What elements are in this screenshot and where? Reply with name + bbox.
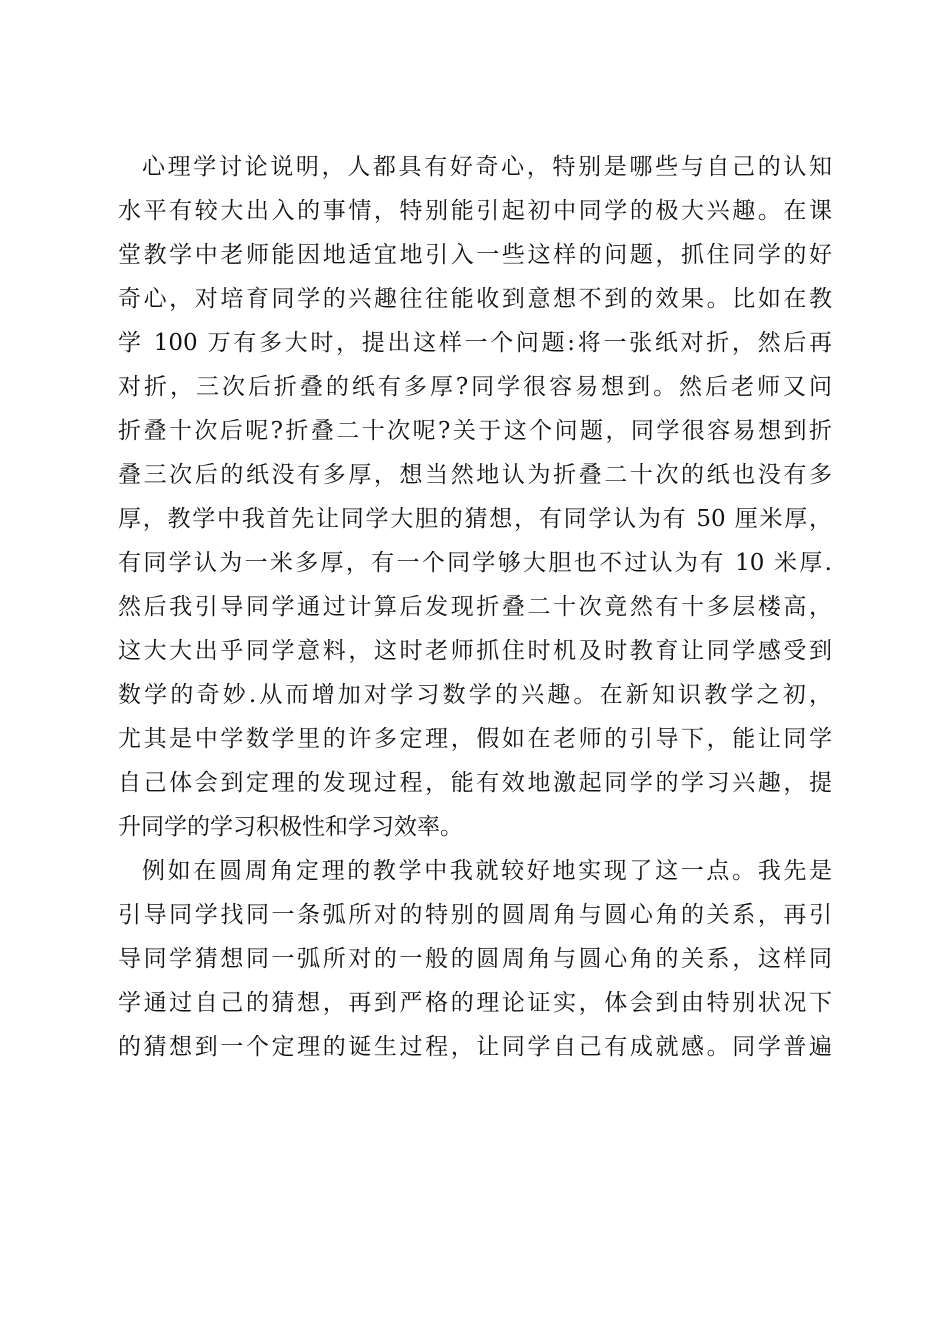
paragraph-1-line-2: 水平有较大出入的事情，特别能引起初中同学的极大兴趣。在课 [118,198,832,224]
paragraph-2-line-4: 学通过自己的猜想，再到严格的理论证实，体会到由特别状况下 [118,990,832,1016]
paragraph-1-line-7: 折叠十次后呢?折叠二十次呢?关于这个问题，同学很容易想到折 [118,418,832,444]
paragraph-2-line-2: 引导同学找同一条弧所对的特别的圆周角与圆心角的关系，再引 [118,902,832,928]
paragraph-2-line-3: 导同学猜想同一弧所对的一般的圆周角与圆心角的关系，这样同 [118,946,832,972]
paragraph-1-line-16: 升同学的学习积极性和学习效率。 [118,814,463,840]
paragraph-1-line-5: 学 100 万有多大时，提出这样一个问题:将一张纸对折，然后再 [118,330,832,356]
paragraph-1-line-1: 心理学讨论说明，人都具有好奇心，特别是哪些与自己的认知 [142,154,832,180]
paragraph-1-line-11: 然后我引导同学通过计算后发现折叠二十次竟然有十多层楼高， [118,594,832,620]
paragraph-1-line-13: 数学的奇妙.从而增加对学习数学的兴趣。在新知识教学之初， [118,682,832,708]
paragraph-1-line-4: 奇心，对培育同学的兴趣往往能收到意想不到的效果。比如在教 [118,286,832,312]
paragraph-2-line-1: 例如在圆周角定理的教学中我就较好地实现了这一点。我先是 [142,858,832,884]
paragraph-1-line-3: 堂教学中老师能因地适宜地引入一些这样的问题，抓住同学的好 [118,242,832,268]
paragraph-1-line-15: 自己体会到定理的发现过程，能有效地激起同学的学习兴趣，提 [118,770,832,796]
paragraph-1-line-6: 对折，三次后折叠的纸有多厚?同学很容易想到。然后老师又问 [118,374,832,400]
paragraph-1-line-10: 有同学认为一米多厚，有一个同学够大胆也不过认为有 10 米厚. [118,550,832,576]
paragraph-2-line-5: 的猜想到一个定理的诞生过程，让同学自己有成就感。同学普遍 [118,1034,832,1060]
paragraph-1-line-8: 叠三次后的纸没有多厚，想当然地认为折叠二十次的纸也没有多 [118,462,832,488]
paragraph-1-line-9: 厚，教学中我首先让同学大胆的猜想，有同学认为有 50 厘米厚， [118,506,832,532]
paragraph-1-line-12: 这大大出乎同学意料，这时老师抓住时机及时教育让同学感受到 [118,638,832,664]
paragraph-1-line-14: 尤其是中学数学里的许多定理，假如在老师的引导下，能让同学 [118,726,832,752]
